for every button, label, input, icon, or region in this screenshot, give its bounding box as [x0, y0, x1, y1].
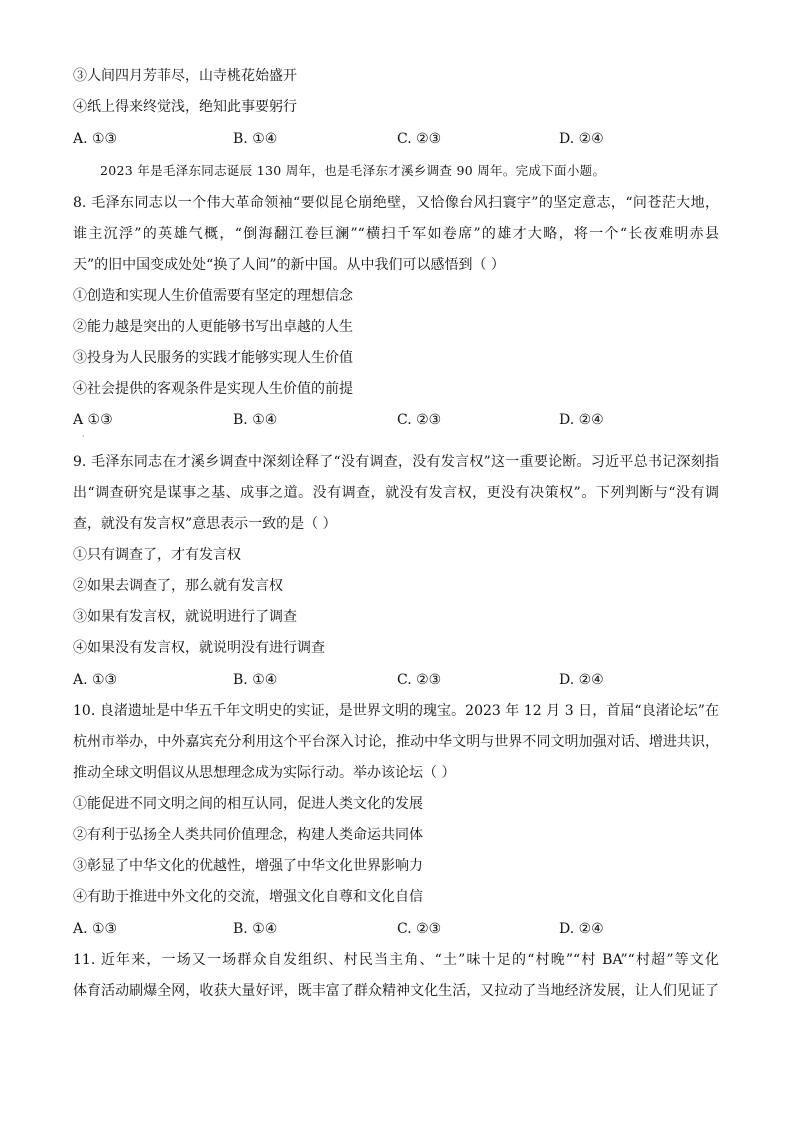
- choice-d[interactable]: D. ②④: [559, 672, 604, 688]
- q9-option-4: ④如果没有发言权，就说明没有进行调查: [73, 640, 325, 656]
- section-intro: 2023 年是毛泽东同志诞辰 130 周年，也是毛泽东才溪乡调查 90 周年。完成下面小题。: [100, 163, 606, 178]
- q8-choices: [73, 411, 733, 429]
- choice-c[interactable]: C. ②③: [397, 131, 442, 147]
- choice-c[interactable]: C. ②③: [397, 921, 442, 937]
- q9-choices: [73, 671, 733, 689]
- choice-d[interactable]: D. ②④: [559, 131, 604, 147]
- q10-option-4: ④有助于推进中外文化的交流，增强文化自尊和文化自信: [73, 889, 423, 905]
- q9-option-3: ③如果有发言权，就说明进行了调查: [73, 609, 297, 625]
- q8-option-1: ①创造和实现人生价值需要有坚定的理想信念: [73, 288, 353, 304]
- choice-b[interactable]: B. ①④: [233, 921, 278, 937]
- stray-mark: ·: [82, 432, 85, 441]
- q10-option-3: ③彰显了中华文化的优越性，增强了中华文化世界影响力: [73, 858, 423, 874]
- choice-a[interactable]: A. ①③: [73, 672, 118, 688]
- choice-a[interactable]: A. ①③: [73, 131, 118, 147]
- q8-stem-line-1: 8. 毛泽东同志以一个伟大革命领袖“要似昆仑崩绝壁，又恰像台风扫寰宇”的坚定意志，“问苍茫大地，: [73, 195, 719, 211]
- prev-choices: [73, 130, 733, 148]
- choice-d[interactable]: D. ②④: [559, 921, 604, 937]
- q10-stem-line-3: 推动全球文明倡议从思想理念成为实际行动。举办该论坛（ ）: [73, 765, 456, 781]
- q8-option-2: ②能力越是突出的人更能够书写出卓越的人生: [73, 319, 353, 335]
- choice-b[interactable]: B. ①④: [233, 412, 278, 428]
- q9-option-2: ②如果去调查了，那么就有发言权: [73, 578, 283, 594]
- q10-stem-line-2: 杭州市举办，中外嘉宾充分利用这个平台深入讨论，推动中华文明与世界不同文明加强对话、增进共识，: [73, 734, 719, 750]
- q8-option-4: ④社会提供的客观条件是实现人生价值的前提: [73, 381, 353, 397]
- q9-stem-line-2: 出“调查研究是谋事之基、成事之道。没有调查，就没有发言权，更没有决策权”。下列判断与“没有调: [73, 485, 719, 501]
- choice-a[interactable]: A. ①③: [73, 921, 118, 937]
- choice-b[interactable]: B. ①④: [233, 131, 278, 147]
- choice-a[interactable]: A ①③: [73, 412, 113, 428]
- q11-stem-line-1: 11. 近年来，一场又一场群众自发组织、村民当主角、“土”味十足的“村晚”“村 BA”“村超”等文化: [73, 952, 719, 968]
- q8-stem-line-3: 天”的旧中国变成处处“换了人间”的新中国。从中我们可以感悟到（ ）: [73, 257, 505, 273]
- q10-choices: [73, 920, 733, 938]
- q10-stem-line-1: 10. 良渚遗址是中华五千年文明史的实证，是世界文明的瑰宝。2023 年 12 月 3 日，首届“良渚论坛”在: [73, 703, 719, 719]
- q10-option-2: ②有利于弘扬全人类共同价值理念，构建人类命运共同体: [73, 827, 423, 843]
- choice-d[interactable]: D. ②④: [559, 412, 604, 428]
- q9-stem-line-3: 查，就没有发言权”意思表示一致的是（ ）: [73, 516, 337, 532]
- choice-c[interactable]: C. ②③: [397, 672, 442, 688]
- q9-option-1: ①只有调查了，才有发言权: [73, 547, 241, 563]
- q9-stem-line-1: 9. 毛泽东同志在才溪乡调查中深刻诠释了“没有调查，没有发言权”这一重要论断。习近平总书记深刻指: [73, 454, 719, 470]
- choice-c[interactable]: C. ②③: [397, 412, 442, 428]
- prev-option-4: ④纸上得来终觉浅，绝知此事要躬行: [73, 99, 297, 115]
- q8-option-3: ③投身为人民服务的实践才能够实现人生价值: [73, 350, 353, 366]
- prev-option-3: ③人间四月芳菲尽，山寺桃花始盛开: [73, 68, 297, 84]
- q8-stem-line-2: 谁主沉浮”的英雄气概，“倒海翻江卷巨澜”“横扫千军如卷席”的雄才大略，将一个“长夜难明赤县: [73, 226, 719, 242]
- q10-option-1: ①能促进不同文明之间的相互认同，促进人类文化的发展: [73, 796, 423, 812]
- q11-stem-line-2: 体育活动刷爆全网，收获大量好评，既丰富了群众精神文化生活，又拉动了当地经济发展，让人们见证了: [73, 983, 719, 999]
- choice-b[interactable]: B. ①④: [233, 672, 278, 688]
